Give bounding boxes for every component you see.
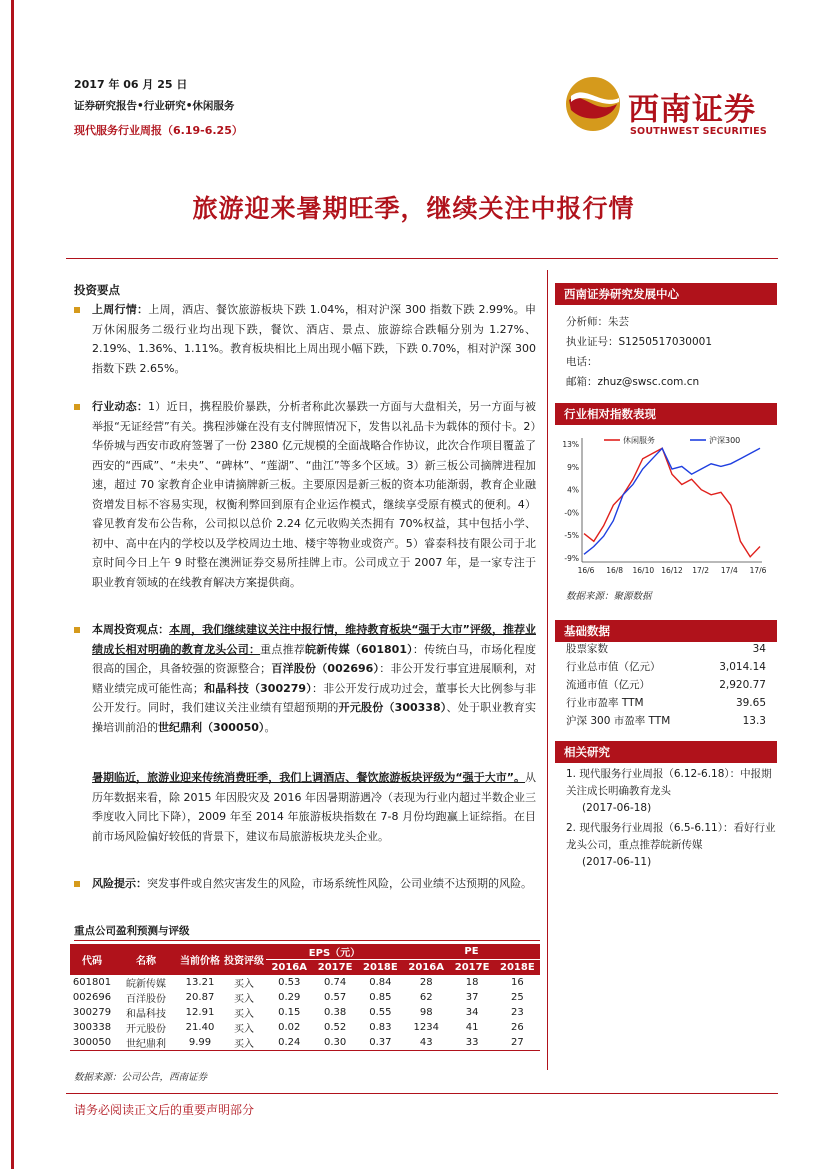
estimates-source: 数据来源：公司公告，西南证券 bbox=[74, 1072, 208, 1083]
paragraph-investment-view: 本周投资观点：本周，我们继续建议关注中报行情，维持教育板块“强于大市”评级，推荐业绩成长相对明确的教育龙头公司：重点推荐皖新传媒（601801）：传统白马，市场化程度很高的国企，具备较强的资源整合；百洋股份（002696）：非公开发行事宜进展顺利，对赌业绩完成可能性高；和晶科技（300279）：非公开发行成功过会，董事长大比例参与非公开发行。同时，我们建议关注业绩有望超预期的开元股份（300338）、处于职业教育实操培训前沿的世纪鼎利（300050）。 bbox=[74, 620, 536, 737]
basic-row-industry-pe: 行业市盈率 TTM 39.65 bbox=[566, 697, 766, 709]
estimates-title: 重点公司盈利预测与评级 bbox=[74, 925, 190, 937]
bullet-icon bbox=[74, 881, 80, 887]
series-line-leisure bbox=[584, 448, 760, 557]
legend-label: 沪深300 bbox=[709, 436, 741, 445]
x-tick-label: 16/6 bbox=[577, 566, 595, 575]
title-divider bbox=[66, 258, 778, 259]
related-report-1[interactable]: 1. 现代服务行业周报（6.12-6.18）：中报期关注成长明确教育龙头 (2017-06-18) bbox=[566, 768, 772, 814]
summer-travel-text: 从历年数据来看，除 2015 年因股灾及 2016 年因暑期游遇冷（表现为行业内超过半数企业三季度收入同比下降），2009 年至 2014 年旅游板块指数在 7-8 月份均跑赢上证综指。在目前市场风险偏好较低的背景下，建议布局旅游板块龙头企业。 bbox=[92, 771, 536, 843]
basic-row-total-cap: 行业总市值（亿元） 3,014.14 bbox=[566, 661, 766, 673]
footer-rule bbox=[66, 1093, 778, 1094]
risk-text: 突发事件或自然灾害发生的风险，市场系统性风险，公司业绩不达预期的风险。 bbox=[147, 877, 532, 890]
report-category: 证券研究报告•行业研究•休闲服务 bbox=[74, 100, 235, 112]
x-tick-label: 17/4 bbox=[720, 566, 738, 575]
related-research-heading: 相关研究 bbox=[555, 741, 777, 763]
col-name: 名称 bbox=[114, 944, 178, 975]
stock-300279: 和晶科技（300279） bbox=[203, 681, 312, 695]
table-row: 300050 世纪鼎利 9.99 买入 0.24 0.30 0.37 43 33 27 bbox=[70, 1035, 540, 1051]
col-rating: 投资评级 bbox=[222, 944, 266, 975]
table-row: 300338 开元股份 21.40 买入 0.02 0.52 0.83 1234 41 26 bbox=[72, 1022, 524, 1035]
stock-002696: 百洋股份（002696） bbox=[271, 662, 380, 675]
paragraph-industry-news bbox=[74, 397, 536, 592]
company-logo-name: 西南证券 bbox=[628, 92, 756, 128]
left-accent-bar bbox=[11, 0, 14, 1169]
report-title: 旅游迎来暑期旺季，继续关注中报行情 bbox=[192, 194, 635, 223]
column-divider bbox=[547, 270, 548, 1070]
y-tick-label: -5% bbox=[564, 531, 579, 541]
x-tick-label: 16/12 bbox=[661, 566, 683, 575]
bullet-icon bbox=[74, 404, 80, 410]
y-tick-label: -0% bbox=[564, 508, 579, 518]
stock-601801: 皖新传媒（601801） bbox=[305, 642, 413, 656]
year-header: 2017E bbox=[312, 960, 357, 976]
research-center-heading: 西南证券研究发展中心 bbox=[555, 283, 777, 305]
relative-index-chart bbox=[556, 428, 778, 586]
year-header: 2017E bbox=[449, 960, 494, 976]
report-series: 现代服务行业周报（6.19-6.25） bbox=[74, 124, 243, 137]
investment-view-highlight: 本周，我们继续建议关注中报行情，维持教育板块“强于大市”评级，推荐业绩成长相对明确的教育龙头公司： bbox=[92, 623, 536, 656]
chart-source: 数据来源：聚源数据 bbox=[566, 591, 652, 602]
market-review-text: 上周，酒店、餐饮旅游板块下跌 1.04%，相对沪深 300 指数下跌 2.99%。申万休闲服务二级行业均出现下跌，餐饮、酒店、景点、旅游综合跌幅分别为 1.27%、2.19%、1.36%、1.11%。教育板块相比上周出现小幅下跌，下跌 0.70%，相对沪深 300 指数下跌 2.65%。 bbox=[92, 303, 537, 375]
stock-300338: 开元股份（300338） bbox=[338, 701, 447, 714]
basic-row-stock-count: 股票家数 34 bbox=[566, 643, 766, 655]
year-header: 2018E bbox=[495, 960, 540, 976]
market-review-label: 上周行情： bbox=[92, 303, 149, 316]
y-tick-label: -9% bbox=[564, 554, 579, 563]
year-header: 2016A bbox=[266, 960, 312, 976]
estimates-table bbox=[70, 944, 540, 1051]
y-tick-label: 13% bbox=[562, 440, 579, 449]
estimates-top-rule bbox=[74, 940, 540, 941]
x-tick-label: 17/6 bbox=[749, 566, 767, 575]
x-tick-label: 17/2 bbox=[692, 566, 710, 575]
risk-label: 风险提示： bbox=[92, 877, 147, 890]
bullet-icon bbox=[74, 627, 80, 633]
legend-label: 休闲服务 bbox=[623, 436, 655, 445]
basic-row-hs300-pe: 沪深 300 市盈率 TTM 13.3 bbox=[566, 715, 766, 727]
analyst-email: 邮箱：zhuz@swsc.com.cn bbox=[566, 376, 700, 388]
basic-row-float-cap: 流通市值（亿元） 2,920.77 bbox=[566, 679, 766, 691]
col-price: 当前价格 bbox=[178, 944, 222, 975]
analyst-license: 执业证号：S1250517030001 bbox=[566, 336, 713, 348]
year-header: 2018E bbox=[358, 960, 403, 976]
related-report-2[interactable]: 2. 现代服务行业周报（6.5-6.11）：看好行业龙头公司，重点推荐皖新传媒 (2017-06-11) bbox=[566, 822, 776, 868]
chart-heading: 行业相对指数表现 bbox=[555, 403, 777, 425]
industry-news-text: 1）近日，携程股价暴跌，分析者称此次暴跌一方面与大盘相关，另一方面与被举报“无证经营”有关。携程涉嫌在没有支付牌照情况下，发售以礼品卡为载体的预付卡。2）华侨城与西安市政府签署了一份 2380 亿元规模的全面战略合作协议，此次合作项目覆盖了西安的“西咸”、“未央”、“碑林”、“莲湖”、“曲江”等多个区域。3）新三板公司摘牌进程加速，超过 70 家教育企业申请摘牌新三板。主要原因是新三板的资本功能渐弱，教育企业融资增发目标不容易实现，权衡利弊回到原有企业运作模式，继续享受原有模式的便利。4）睿见教育发布公告称，公司拟以总价 2.24 亿元收购关杰拥有 70%权益，其中包括小学、初中、高中在内的学校以及学校周边土地、楼宇等物业或资产。5）睿泰科技有限公司于北京时间今日上午 9 时整在澳洲证券交易所挂牌上市。公司成立于 2007 年，是一家专注于职业教育领域的在线教育解决方案提供商。 bbox=[92, 400, 537, 589]
x-tick-label: 16/8 bbox=[606, 566, 624, 575]
company-logo-name-en: SOUTHWEST SECURITIES bbox=[630, 126, 767, 137]
year-header: 2016A bbox=[403, 960, 449, 976]
paragraph-risk bbox=[74, 874, 536, 894]
paragraph-summer-travel bbox=[74, 768, 536, 846]
paragraph-market-review bbox=[74, 300, 536, 378]
summer-travel-highlight: 暑期临近，旅游业迎来传统消费旺季，我们上调酒店、餐饮旅游板块评级为“强于大市”。 bbox=[92, 771, 525, 784]
basic-data-heading: 基础数据 bbox=[555, 620, 777, 642]
report-date: 2017 年 06 月 25 日 bbox=[74, 78, 188, 91]
series-line-hs300 bbox=[584, 448, 760, 554]
col-pe: PE bbox=[403, 944, 540, 960]
footer-disclaimer: 请务必阅读正文后的重要声明部分 bbox=[74, 1103, 255, 1117]
analyst-name: 分析师：朱芸 bbox=[566, 316, 629, 328]
analyst-phone: 电话： bbox=[566, 356, 598, 368]
table-row: 002696 百洋股份 20.87 买入 0.29 0.57 0.85 62 37 25 bbox=[72, 992, 524, 1005]
company-logo-icon bbox=[565, 76, 621, 132]
table-row: 300279 和晶科技 12.91 买入 0.15 0.38 0.55 98 34 23 bbox=[72, 1007, 524, 1020]
col-code: 代码 bbox=[70, 944, 114, 975]
section-heading-key-points: 投资要点 bbox=[74, 283, 120, 297]
stock-300050: 世纪鼎利（300050） bbox=[158, 720, 265, 734]
x-tick-label: 16/10 bbox=[632, 566, 655, 575]
y-tick-label: 9% bbox=[567, 462, 579, 472]
investment-view-label: 本周投资观点： bbox=[92, 623, 170, 636]
y-tick-label: 4% bbox=[567, 485, 579, 495]
col-eps: EPS（元） bbox=[266, 944, 403, 960]
table-row: 601801 皖新传媒 13.21 买入 0.53 0.74 0.84 28 18 16 bbox=[72, 977, 524, 990]
industry-news-label: 行业动态： bbox=[92, 400, 149, 413]
bullet-icon bbox=[74, 307, 80, 313]
